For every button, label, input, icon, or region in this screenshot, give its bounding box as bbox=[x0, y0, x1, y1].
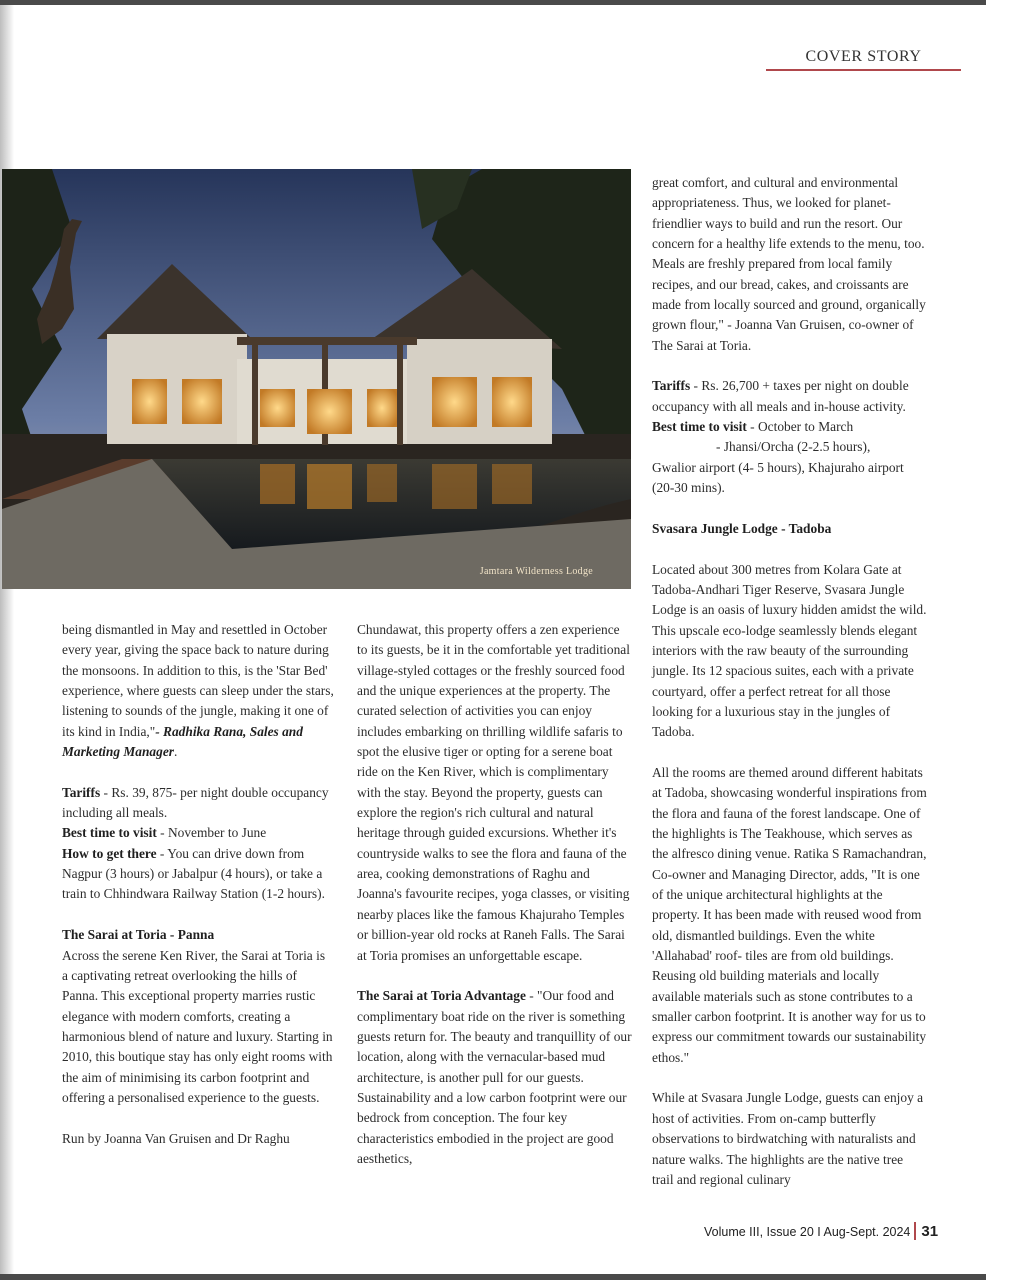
column-3 bbox=[652, 173, 927, 1190]
tariffs-line: Tariffs - Rs. 26,700 + taxes per night on double occupancy with all meals and in-house activity. bbox=[652, 378, 909, 414]
page-number: 31 bbox=[921, 1223, 939, 1240]
paragraph: Chundawat, this property offers a zen experience to its guests, be it in the comfortable yet traditional village-styled cottages or the freshly sourced food and the unique experiences at the property. The curated selection of activities you can enjoy includes embarking on thrilling wildlife safaris to spot the elusive tiger or opting for a serene boat ride on the Ken River, which is complimentary with the stay. Beyond the property, guests can explore the region's rich cultural and natural heritage through guided excursions. Whether it's countryside walks to see the flora and fauna of the area, cooking demonstrations of Raghu and Joanna's favourite recipes, yoga classes, or visiting nearby places like the famous Khajuraho Temples or billion-year old rocks at Raneh Falls. The Sarai at Toria promises an unforgettable escape. bbox=[357, 622, 630, 963]
best-time-line: Best time to visit - November to June bbox=[62, 825, 267, 841]
quote-attribution: - Radhika Rana, Sales and Marketing Manager bbox=[62, 723, 303, 760]
top-rule bbox=[0, 0, 986, 5]
paragraph: Located about 300 metres from Kolara Gate at Tadoba-Andhari Tiger Reserve, Svasara Jungle Lodge is an oasis of luxury hidden amidst the wild. This upscale eco-lodge seamlessly blends elegant interiors with the raw beauty of the surrounding jungle. Its 12 spacious suites, each with a private courtyard, offer a perfect retreat for all those looking for a luxurious stay in the jungles of Tadoba. bbox=[652, 561, 927, 740]
page-margin bbox=[986, 0, 1013, 1280]
tariffs-line: Tariffs - Rs. 39, 875- per night double occupancy including all meals. bbox=[62, 784, 329, 821]
subheading: The Sarai at Toria - Panna bbox=[62, 927, 215, 943]
paragraph: Across the serene Ken River, the Sarai at Toria is a captivating retreat overlooking the hills of Panna. This exceptional property marries rustic elegance with modern comforts, creating a harmonious blend of nature and luxury. Starting in 2010, this boutique stay has only eight rooms with the aim of minimising its carbon footprint and offering a personalised experience to the guests. bbox=[62, 947, 333, 1105]
paragraph: Run by Joanna Van Gruisen and Dr Raghu bbox=[62, 1130, 290, 1146]
how-to-get-there: How to get there - You can drive down from Nagpur (3 hours) or Jabalpur (4 hours), or take a train to Chhindwara Railway Station (1-2 hours). bbox=[62, 845, 325, 902]
section-label: COVER STORY bbox=[766, 48, 961, 71]
photo-caption: Jamtara Wilderness Lodge bbox=[479, 566, 593, 577]
bottom-rule bbox=[0, 1274, 986, 1280]
footer-divider bbox=[914, 1222, 916, 1240]
subheading: Svasara Jungle Lodge - Tadoba bbox=[652, 520, 832, 536]
column-1 bbox=[62, 620, 334, 1149]
page-footer bbox=[704, 1222, 938, 1240]
issue-info: Volume III, Issue 20 I Aug-Sept. 2024 bbox=[704, 1225, 911, 1239]
how-to-get-there: - Jhansi/Orcha (2-2.5 hours), bbox=[716, 439, 871, 455]
how-to-get-there-cont: Gwalior airport (4- 5 hours), Khajuraho airport (20-30 mins). bbox=[652, 459, 904, 496]
column-2 bbox=[357, 620, 633, 1169]
paragraph: great comfort, and cultural and environmental appropriateness. Thus, we looked for planet-friendlier ways to build and run the resort. Our concern for a healthy life extends to the menu, too. Meals are freshly prepared from local family recipes, and our bread, cakes, and croissants are made from locally sourced and ground, organically grown flour," - Joanna Van Gruisen, co-owner of The Sarai at Toria. bbox=[652, 175, 926, 353]
paragraph: being dismantled in May and resettled in October every year, giving the space back to nature during the monsoons. In addition to this, is the 'Star Bed' experience, where guests can sleep under the stars, listening to sounds of the jungle, making it one of its kind in India,"- Radhika Rana, Sales and Marketing Manager. bbox=[62, 622, 334, 760]
paragraph: While at Svasara Jungle Lodge, guests can enjoy a host of activities. From on-camp butterfly observations to birdwatching with naturalists and nature walks. The highlights are the native tree trail and regional culinary bbox=[652, 1090, 924, 1187]
paragraph: All the rooms are themed around different habitats at Tadoba, showcasing wonderful inspirations from the flora and fauna of the forest landscape. One of the highlights is The Teakhouse, which serves as the alfresco dining venue. Ratika S Ramachandran, Co-owner and Managing Director, adds, "It is one of the unique architectural highlights at the property. It has been made with reused wood from old, dismantled buildings. Even the white 'Allahabad' roof- tiles are from old buildings. Reusing old building materials and locally available materials such as stone contributes to a smaller carbon footprint. It is another way for us to express our commitment towards our sustainability ethos." bbox=[652, 764, 927, 1065]
paragraph: The Sarai at Toria Advantage - "Our food and complimentary boat ride on the river is something guests return for. The beauty and tranquillity of our location, along with the vernacular-based mud architecture, is another pull for our guests. Sustainability and a low carbon footprint were our bedrock from conception. The four key characteristics embodied in the project are good aesthetics, bbox=[357, 988, 632, 1166]
best-time-line: Best time to visit - October to March bbox=[652, 419, 854, 435]
lodge-photo bbox=[2, 169, 631, 589]
